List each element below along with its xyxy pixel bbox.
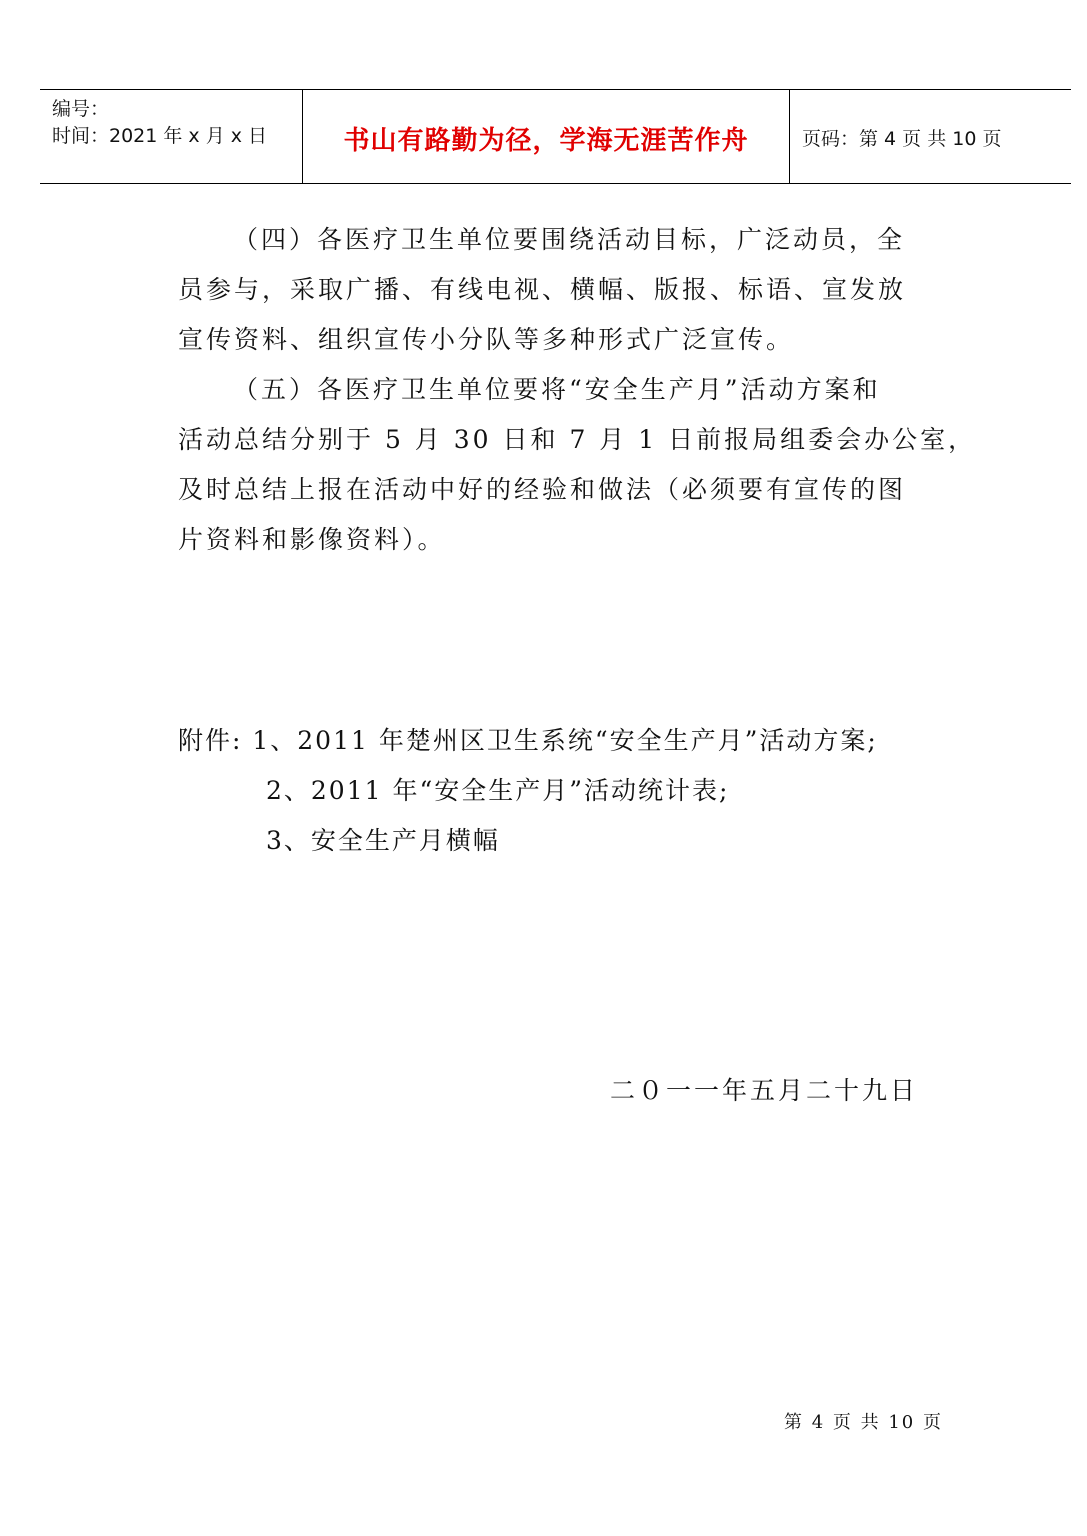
attachment-item: 2、2011 年“安全生产月”活动统计表;: [266, 776, 730, 805]
time-label: 时间：2021 年 x 月 x 日: [52, 125, 268, 147]
paragraph-line: （四）各医疗卫生单位要围绕活动目标，广泛动员，全: [233, 225, 906, 254]
paragraph-line: 员参与，采取广播、有线电视、横幅、版报、标语、宣发放: [178, 275, 907, 304]
serial-number-label: 编号：: [52, 98, 110, 120]
header-page-info: 页码：第 4 页 共 10 页: [802, 128, 1002, 150]
paragraph-line: 片资料和影像资料）。: [178, 525, 446, 554]
paragraph-four: [178, 215, 968, 365]
paragraph-line: 宣传资料、组织宣传小分队等多种形式广泛宣传。: [178, 325, 795, 354]
page-footer: 第 4 页 共 10 页: [784, 1412, 943, 1433]
header-center-cell: [303, 90, 790, 183]
paragraph-five: [178, 365, 977, 565]
header-left-cell: [40, 90, 303, 183]
header-motto: 书山有路勤为径，学海无涯苦作舟: [343, 126, 749, 156]
paragraph-line: 及时总结上报在活动中好的经验和做法（必须要有宣传的图: [178, 475, 907, 504]
paragraph-line: 活动总结分别于 5 月 30 日和 7 月 1 日前报局组委会办公室，: [178, 425, 977, 454]
attachment-item: 附件: 1、2011 年楚州区卫生系统“安全生产月”活动方案;: [178, 726, 878, 755]
attachment-item: 3、安全生产月横幅: [266, 826, 500, 855]
page-header: [40, 89, 1071, 184]
document-date: 二０一一年五月二十九日: [610, 1076, 919, 1105]
paragraph-line: （五）各医疗卫生单位要将“安全生产月”活动方案和: [233, 375, 881, 404]
header-right-cell: [790, 90, 1071, 183]
attachments-list: [178, 716, 878, 866]
